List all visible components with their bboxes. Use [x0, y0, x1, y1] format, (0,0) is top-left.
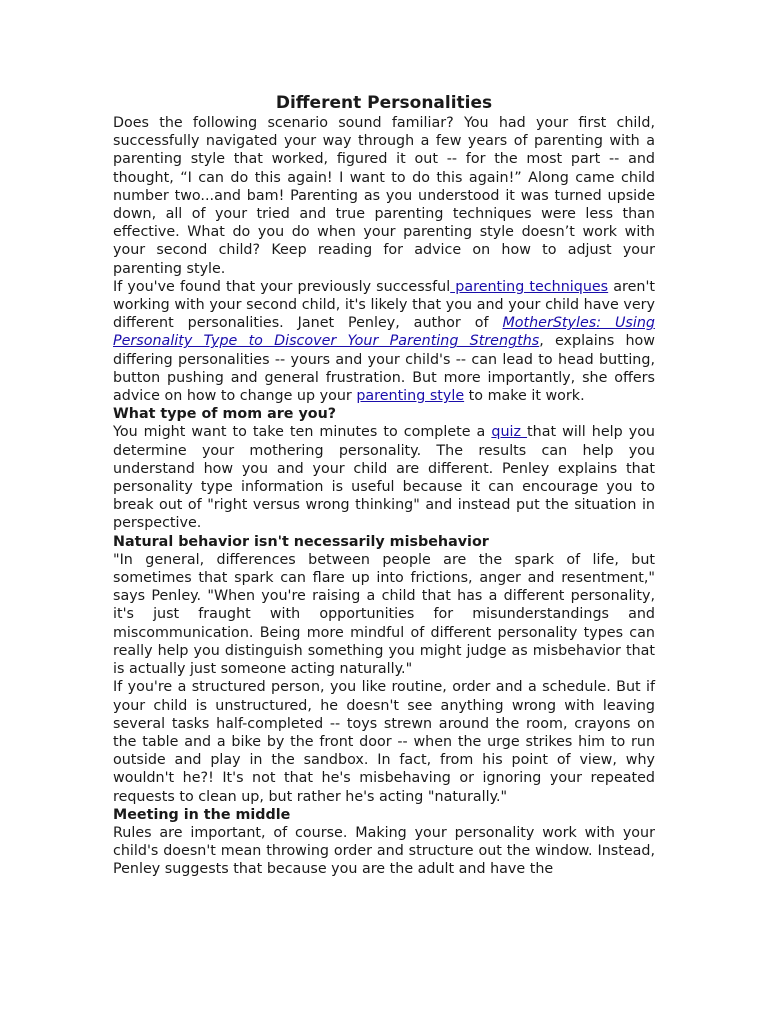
parenting-style-link[interactable]: parenting style: [356, 388, 465, 405]
paragraph-text: If you've found that your previously successful: [113, 278, 451, 295]
quiz-link[interactable]: quiz: [491, 424, 528, 441]
section-heading-natural-behavior: Natural behavior isn't necessarily misbehavior: [113, 533, 489, 550]
paragraph-text: aren't working with your second child, it's likely that you and your child have very different personalities. Janet Penley, author of: [113, 278, 655, 332]
quote-paragraph: "In general, differences between people are the spark of life, but sometimes that spark can flare up into frictions, anger and resentment," says Penley. "When you're raising a child that has a different personality, it's just fraught with opportunities for misunderstandings and miscommunication. Being more mindful of different personality types can really help you distinguish something you might judge as misbehavior that is actually just someone acting naturally.": [113, 551, 655, 678]
intro-paragraph: Does the following scenario sound familiar? You had your first child, successfully navigated your way through a few years of parenting with a parenting style that worked, figured it out -- for the most part -- and thought, “I can do this again! I want to do this again!” Along came child number two...and bam! Parenting as you understood it was turned upside down, all of your tried and true parenting techniques were less than effective. What do you do when your parenting style doesn’t work with your second child? Keep reading for advice on how to adjust your parenting style.: [113, 115, 655, 277]
personality-paragraph: [113, 278, 655, 405]
document-page: [113, 92, 655, 879]
paragraph-text: , explains how differing personalities -- yours and your child's -- can lead to head butting, button pushing and general frustration. But more importantly, she offers advice on how to change up your: [113, 333, 655, 405]
paragraph-text: to make it work.: [464, 388, 585, 405]
paragraph-text: You might want to take ten minutes to complete a: [113, 424, 492, 441]
quiz-paragraph: [113, 423, 655, 532]
parenting-techniques-link[interactable]: parenting techniques: [450, 278, 609, 295]
structured-person-paragraph: If you're a structured person, you like routine, order and a schedule. But if your child is unstructured, he doesn't see anything wrong with leaving several tasks half-completed -- toys strewn around the room, crayons on the table and a bike by the front door -- when the urge strikes him to run outside and play in the sandbox. In fact, from his point of view, why wouldn't he?! It's not that he's misbehaving or ignoring your repeated requests to clean up, but rather he's acting "naturally.": [113, 679, 655, 805]
section-heading-meeting-middle: Meeting in the middle: [113, 806, 291, 823]
section-heading-mom-type: What type of mom are you?: [113, 406, 337, 423]
paragraph-text: that will help you determine your mothering personality. The results can help you understand how you and your child are different. Penley explains that personality type information is useful because it can encourage you to break out of "right versus wrong thinking" and instead put the situation in perspective.: [113, 424, 655, 532]
motherstyles-book-link[interactable]: MotherStyles: Using Personality Type to Discover Your Parenting Strengths: [113, 315, 655, 350]
page-title: Different Personalities: [275, 93, 493, 113]
rules-paragraph: Rules are important, of course. Making your personality work with your child's doesn't mean throwing order and structure out the window. Instead, Penley suggests that because you are the adult and have the: [113, 824, 655, 878]
